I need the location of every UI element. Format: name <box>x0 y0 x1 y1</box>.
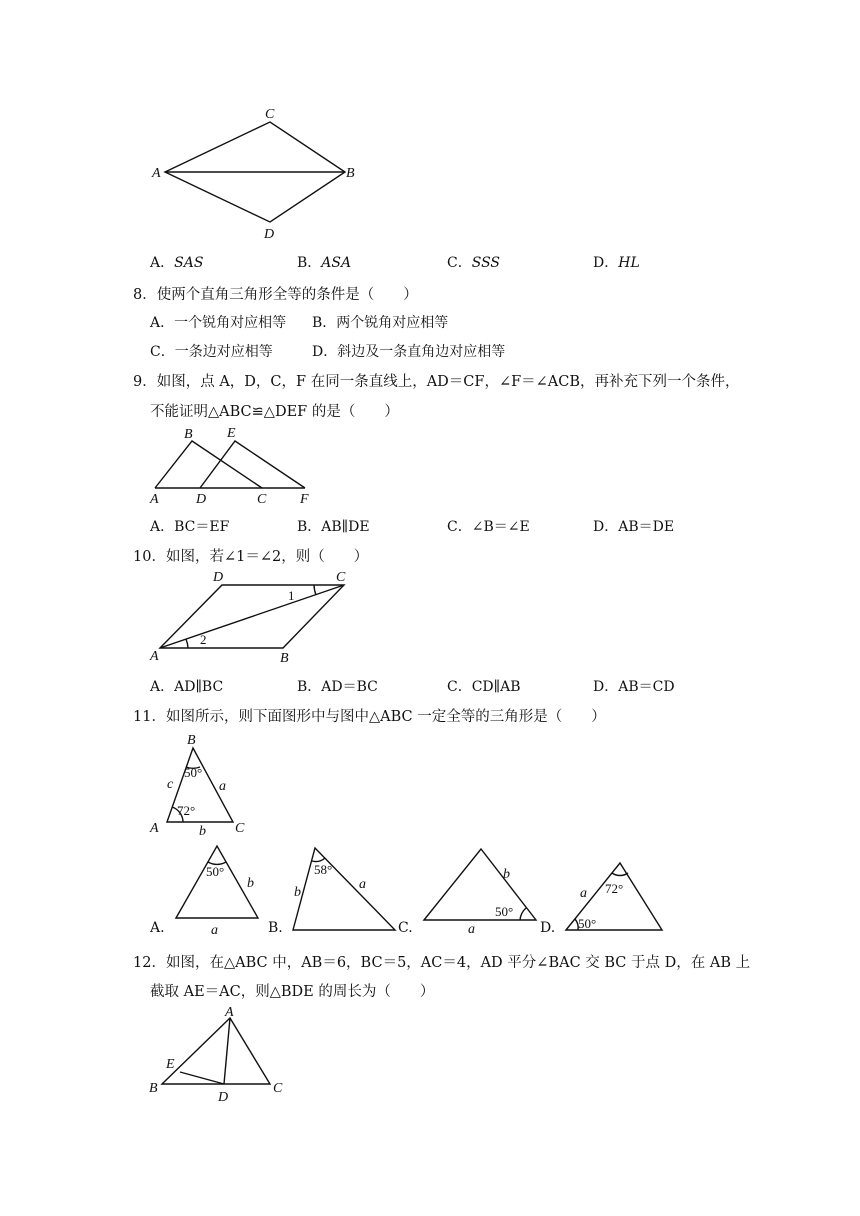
q12-label-c: C <box>273 1081 283 1096</box>
q12-triangle-abc <box>162 1018 270 1084</box>
q11-stem: 11．如图所示，则下面图形中与图中△ABC 一定全等的三角形是（ ） <box>133 709 606 725</box>
q7-option-d-text: HL <box>618 255 640 271</box>
q11-choice-c-label: C. <box>398 920 413 936</box>
q11-choice-c-side-a: a <box>468 922 475 937</box>
q8-option-c: C．一条边对应相等 <box>150 344 273 360</box>
q11-choice-b-side-a: a <box>359 877 366 892</box>
q9-label-c: C <box>257 492 267 507</box>
q12-stem-line2: 截取 AE＝AC，则△BDE 的周长为（ ） <box>150 984 435 1000</box>
q9-option-c: C．∠B＝∠E <box>447 519 530 535</box>
q9-label-e: E <box>227 426 236 441</box>
q9-stem-line1: 9．如图，点 A，D，C，F 在同一条直线上，AD＝CF，∠F＝∠ACB，再补充下列一个条件， <box>133 374 740 390</box>
q11-choice-a-side-a: a <box>211 923 218 938</box>
q10-label-c: C <box>336 570 346 585</box>
q7-label-c: C <box>265 107 275 122</box>
q11-label-b-vertex: B <box>187 733 196 748</box>
q8-stem: 8．使两个直角三角形全等的条件是（ ） <box>133 287 418 303</box>
q9-label-f: F <box>300 492 309 507</box>
q10-option-a: A．AD∥BC <box>150 679 224 695</box>
q7-option-b-text: ASA <box>321 255 352 271</box>
q11-label-a-side: a <box>219 779 226 794</box>
q12-segment-ed <box>180 1072 224 1084</box>
q11-label-angle-50: 50° <box>184 765 203 780</box>
q9-label-d: D <box>196 492 207 507</box>
q11-label-a-vertex: A <box>150 821 159 836</box>
q10-label-a: A <box>150 649 159 664</box>
q10-stem: 10．如图，若∠1＝∠2，则（ ） <box>133 549 369 565</box>
q11-choice-d-angle-50: 50° <box>578 916 597 931</box>
q12-label-d: D <box>218 1090 229 1105</box>
q9-option-b: B．AB∥DE <box>297 519 370 535</box>
q11-label-angle-72: 72° <box>177 803 196 818</box>
q9-label-b: B <box>184 427 193 442</box>
q8-option-a: A．一个锐角对应相等 <box>150 315 287 331</box>
q8-option-d: D．斜边及一条直角边对应相等 <box>312 344 506 360</box>
q7-label-b: B <box>346 166 355 181</box>
q9-label-a: A <box>150 492 159 507</box>
q9-option-a: A．BC＝EF <box>150 519 230 535</box>
q11-choice-a-label: A. <box>150 920 165 936</box>
q7-option-a-text: SAS <box>174 255 204 271</box>
q11-label-c-vertex: C <box>235 821 245 836</box>
q10-option-b: B．AD＝BC <box>297 679 378 695</box>
q11-choice-a-side-b: b <box>247 876 254 891</box>
q12-label-b: B <box>149 1081 158 1096</box>
q11-choice-b-side-b: b <box>294 885 301 900</box>
q10-option-c: C．CD∥AB <box>447 679 521 695</box>
q7-label-a: A <box>152 166 161 181</box>
q7-option-a-letter: A． <box>150 255 175 271</box>
q8-option-b: B．两个锐角对应相等 <box>312 315 449 331</box>
q9-option-d: D．AB＝DE <box>593 519 675 535</box>
q12-label-e: E <box>166 1057 175 1072</box>
q10-label-angle1: 1 <box>288 588 295 603</box>
q12-segment-ad <box>224 1018 230 1084</box>
q7-option-b-letter: B． <box>297 255 322 271</box>
q11-choice-d-label: D. <box>540 920 556 936</box>
q11-choice-d-angle-72: 72° <box>605 881 624 896</box>
q10-label-d: D <box>213 570 224 585</box>
q11-choice-c-angle: 50° <box>495 904 514 919</box>
q10-option-d: D．AB＝CD <box>593 679 675 695</box>
q11-choice-b-label: B. <box>268 920 283 936</box>
q11-choice-b-angle: 58° <box>314 862 333 877</box>
q11-label-c-side: c <box>167 777 174 792</box>
q7-label-d: D <box>264 227 275 242</box>
q11-label-b-side: b <box>199 824 206 839</box>
q12-label-a: A <box>225 1005 234 1020</box>
q11-choice-d-side-a: a <box>580 886 587 901</box>
q7-option-c-text: SSS <box>471 255 500 271</box>
q9-stem-line2: 不能证明△ABC≌△DEF 的是（ ） <box>150 404 399 420</box>
q10-label-angle2: 2 <box>200 632 207 647</box>
q11-choice-a-angle: 50° <box>206 864 225 879</box>
q11-choice-c-side-b: b <box>503 867 510 882</box>
q7-option-c-letter: C． <box>447 255 472 271</box>
q12-stem-line1: 12．如图，在△ABC 中，AB＝6，BC＝5，AC＝4，AD 平分∠BAC 交 BC 于点 D，在 AB 上 <box>133 955 751 971</box>
q10-label-b: B <box>280 651 289 666</box>
q7-option-d-letter: D． <box>593 255 619 271</box>
